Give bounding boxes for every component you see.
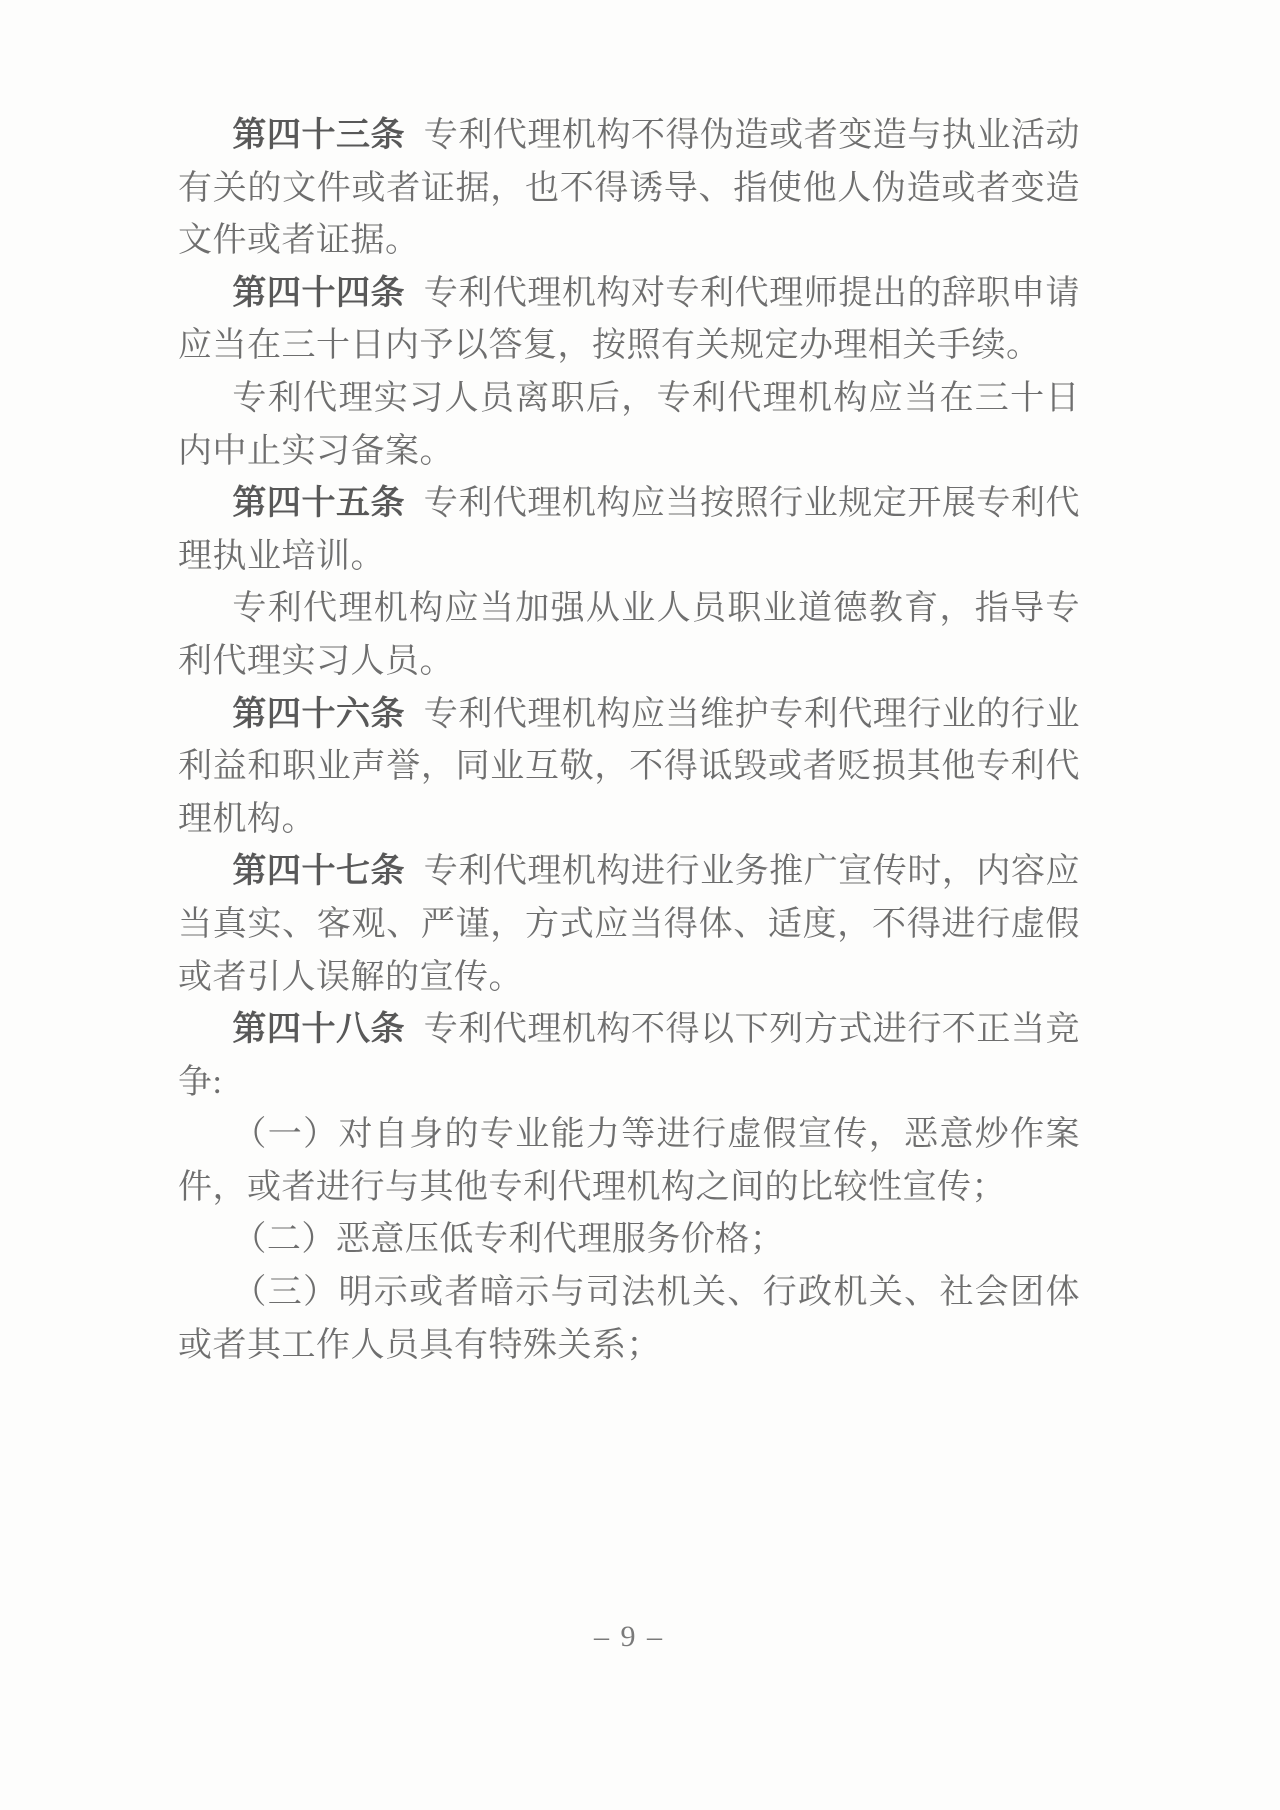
paragraph <box>178 110 1080 268</box>
paragraph-text: 专利代理机构不得伪造或者变造与执业活动有关的文件或者证据，也不得诱导、指使他人伪造或者变造文件或者证据。 <box>178 117 1081 260</box>
paragraph <box>178 373 1080 478</box>
paragraph <box>178 1109 1080 1214</box>
article-number: 第四十四条 <box>232 274 406 312</box>
page-number: – 9 – <box>594 1620 664 1653</box>
paragraph <box>178 689 1080 847</box>
paragraph-text: 专利代理机构进行业务推广宣传时，内容应当真实、客观、严谨，方式应当得体、适度，不得进行虚假或者引人误解的宣传。 <box>178 853 1081 996</box>
paragraph <box>178 1214 1080 1267</box>
paragraph-text: （一）对自身的专业能力等进行虚假宣传，恶意炒作案件，或者进行与其他专利代理机构之间的比较性宣传； <box>178 1116 1080 1206</box>
paragraph <box>178 846 1080 1004</box>
paragraph <box>178 478 1080 583</box>
paragraph <box>178 1267 1080 1372</box>
paragraph-text: （三）明示或者暗示与司法机关、行政机关、社会团体或者其工作人员具有特殊关系； <box>178 1274 1080 1364</box>
paragraph-text: （二）恶意压低专利代理服务价格； <box>232 1221 785 1259</box>
paragraph-text: 专利代理机构应当按照行业规定开展专利代理执业培训。 <box>178 485 1081 575</box>
article-number: 第四十八条 <box>232 1011 406 1049</box>
article-number: 第四十三条 <box>232 117 406 154</box>
paragraph-text: 专利代理机构应当加强从业人员职业道德教育，指导专利代理实习人员。 <box>178 590 1080 680</box>
paragraph <box>178 583 1080 688</box>
paragraph-text: 专利代理实习人员离职后，专利代理机构应当在三十日内中止实习备案。 <box>178 379 1080 470</box>
paragraph-text: 专利代理机构对专利代理师提出的辞职申请应当在三十日内予以答复，按照有关规定办理相关手续。 <box>178 274 1081 365</box>
article-number: 第四十七条 <box>232 853 406 891</box>
document-body <box>178 110 1080 1372</box>
paragraph-text: 专利代理机构不得以下列方式进行不正当竞争: <box>178 1011 1081 1101</box>
paragraph <box>178 268 1080 373</box>
article-number: 第四十六条 <box>232 695 406 733</box>
paragraph-text: 专利代理机构应当维护专利代理行业的行业利益和职业声誉，同业互敬，不得诋毁或者贬损其他专利代理机构。 <box>178 695 1081 838</box>
paragraph <box>178 1004 1080 1109</box>
article-number: 第四十五条 <box>232 485 406 523</box>
